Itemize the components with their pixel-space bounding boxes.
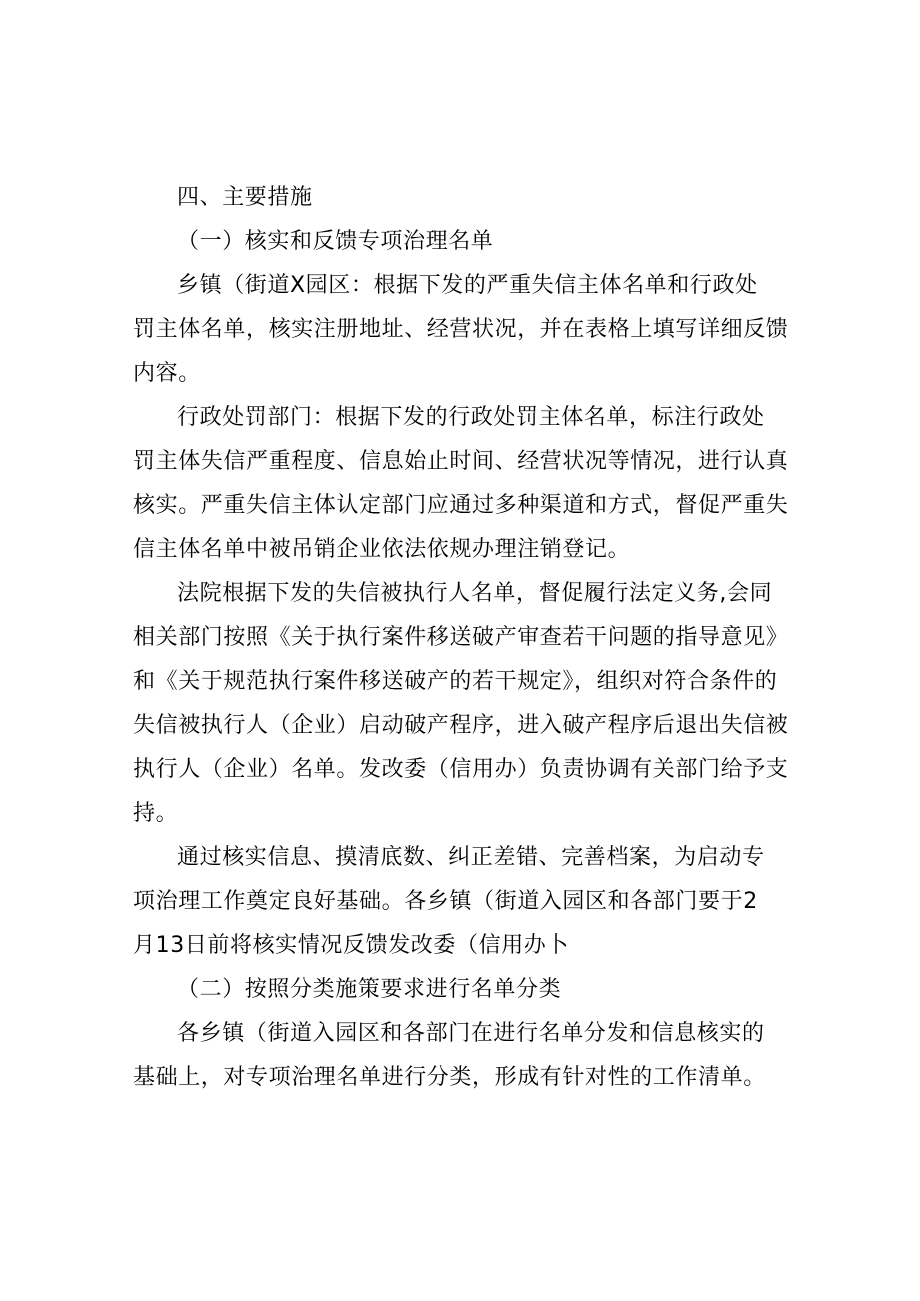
- paragraph-line: 执行人（企业）名单。发改委（信用办）负责协调有关部门给予支: [133, 757, 789, 782]
- document-body: [133, 176, 793, 1100]
- paragraph-verification: [133, 836, 793, 968]
- paragraph-line: 信主体名单中被吊销企业依法依规办理注销登记。: [133, 537, 631, 562]
- paragraph-line: 罚主体失信严重程度、信息始止时间、经营状况等情况，进行认真: [133, 449, 789, 474]
- subsection-heading-1: （一）核实和反馈专项治理名单: [177, 229, 494, 254]
- paragraph-township: [133, 264, 793, 396]
- subsection-heading-2: （二）按照分类施策要求进行名单分类: [177, 977, 562, 1002]
- paragraph-line: 项治理工作奠定良好基础。各乡镇（街道入园区和各部门要于2: [133, 889, 758, 914]
- paragraph-court: [133, 572, 793, 836]
- paragraph-line: 罚主体名单，核实注册地址、经营状况，并在表格上填写详细反馈: [133, 317, 789, 342]
- paragraph-line: 乡镇（街道X园区：根据下发的严重失信主体名单和行政处: [177, 273, 758, 298]
- paragraph-line: 法院根据下发的失信被执行人名单，督促履行法定义务,会同: [177, 581, 773, 606]
- paragraph-line: 核实。严重失信主体认定部门应通过多种渠道和方式，督促严重失: [133, 493, 789, 518]
- paragraph-line: 通过核实信息、摸清底数、纠正差错、完善档案，为启动专: [177, 845, 765, 870]
- paragraph-line: 行政处罚部门：根据下发的行政处罚主体名单，标注行政处: [177, 405, 765, 430]
- paragraph-line: 各乡镇（街道入园区和各部门在进行名单分发和信息核实的: [177, 1021, 765, 1046]
- section-heading: 四、主要措施: [177, 185, 313, 210]
- paragraph-line: 和《关于规范执行案件移送破产的若干规定》，组织对符合条件的: [133, 669, 778, 694]
- paragraph-line: 相关部门按照《关于执行案件移送破产审查若干问题的指导意见》: [133, 625, 789, 650]
- paragraph-line: 内容。: [133, 361, 201, 386]
- paragraph-classification: [133, 1012, 793, 1100]
- paragraph-line: 月13日前将核实情况反馈发改委（信用办卜: [133, 933, 569, 958]
- paragraph-line: 基础上，对专项治理名单进行分类，形成有针对性的工作清单。: [133, 1065, 766, 1090]
- paragraph-line: 失信被执行人（企业）启动破产程序，进入破产程序后退出失信被: [133, 713, 789, 738]
- paragraph-penalty-department: [133, 396, 793, 572]
- paragraph-line: 持。: [133, 801, 179, 826]
